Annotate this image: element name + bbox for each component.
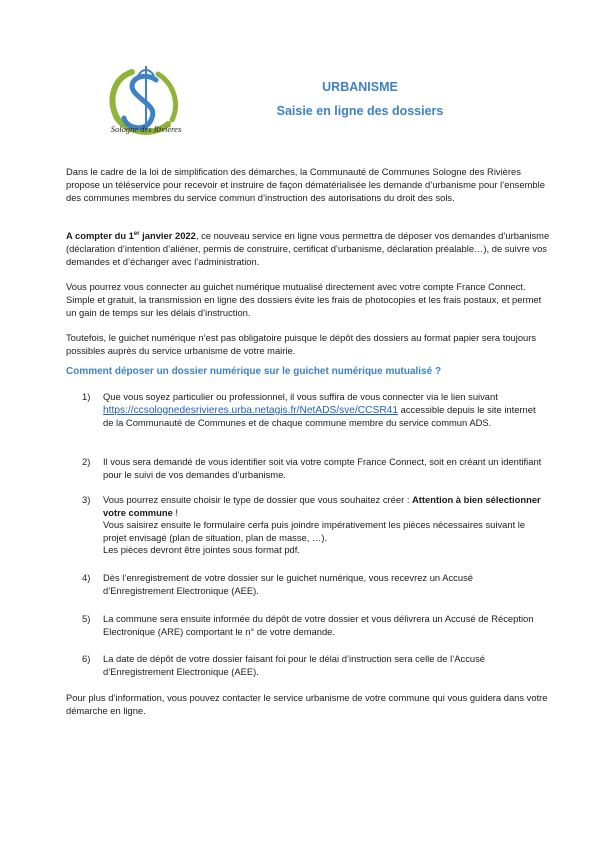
list-item: 4) Dès l’enregistrement de votre dossier sur le guichet numérique, vous recevrez un Accusé d’Enregistrement Electronique (AEE). [82,572,473,596]
list-item: 1) Que vous soyez particulier ou professionnel, il vous suffira de vous connecter via le lien suivant https://ccsolognedesrivieres.urba.netagis.fr/NetADS/sve/CCSR41 accessible depuis le site internet de la Communauté de Communes et de chaque commune membre du service commun ADS. [82,391,536,428]
page-subtitle: Saisie en ligne des dossiers [276,104,444,118]
intro-paragraph-2: A compter du 1er janvier 2022, ce nouveau service en ligne vous permettra de déposer vos demandes d’urbanisme (déclaration d’intention d’aliéner, permis de construire, certificat d’urbanisme, déclaration préalable…), de suivre vos demandes et d’échanger avec l’administration. [66,230,550,268]
footer-paragraph: Pour plus d’information, vous pouvez contacter le service urbanisme de votre commune qui vous guidera dans votre démarche en ligne. [66,692,548,716]
list-item: 6) La date de dépôt de votre dossier faisant foi pour le délai d’instruction sera celle de l’Accusé d’Enregistrement Electronique (AEE). [82,653,485,677]
page-title: URBANISME [322,80,398,94]
list-item: 2) Il vous sera demandé de vous identifier soit via votre compte France Connect, soit en créant un identifiant pour le suivi de vos demandes d’urbanisme. [82,456,542,480]
intro-paragraph-1: Dans le cadre de la loi de simplification des démarches, la Communauté de Communes Sologne des Rivières propose un téléservice pour recevoir et instruire de façon dématérialisée les demande d’urbanisme pour l’ensemble des communes membres du service commun d’instruction des autorisations du droit des sols. [66,166,545,203]
list-item: 3) Vous pourrez ensuite choisir le type de dossier que vous souhaitez créer : Attention à bien sélectionner votre commune ! Vous saisirez ensuite le formulaire cerfa puis joindre impérativement les pièces nécessaires suivant le projet envisagé (plan de situation, plan de masse, …). Les pièces devront être jointes sous format pdf. [82,494,541,555]
guichet-link[interactable]: https://ccsolognedesrivieres.urba.netagis.fr/NetADS/sve/CCSR41 [103,404,399,416]
start-date-label: A compter du 1er janvier 2022 [66,230,196,242]
logo-caption: Sologne des Rivières [110,124,182,134]
attention-text: Attention à bien sélectionner votre commune [103,494,541,518]
section-title: Comment déposer un dossier numérique sur le guichet numérique mutualisé ? [66,366,442,377]
intro-paragraph-3: Vous pourrez vous connecter au guichet numérique mutualisé directement avec votre compte France Connect. Simple et gratuit, la transmission en ligne des dossiers évite les frais de photocopies et les frais postaux, et permet un gain de temps sur les délais d’instruction. [66,281,542,318]
intro-paragraph-4: Toutefois, le guichet numérique n’est pas obligatoire puisque le dépôt des dossiers au format papier sera toujours possibles auprès du service urbanisme de votre mairie. [66,332,537,356]
list-item: 5) La commune sera ensuite informée du dépôt de votre dossier et vous délivrera un Accusé de Réception Electronique (ARE) comportant le n° de votre demande. [82,613,534,637]
